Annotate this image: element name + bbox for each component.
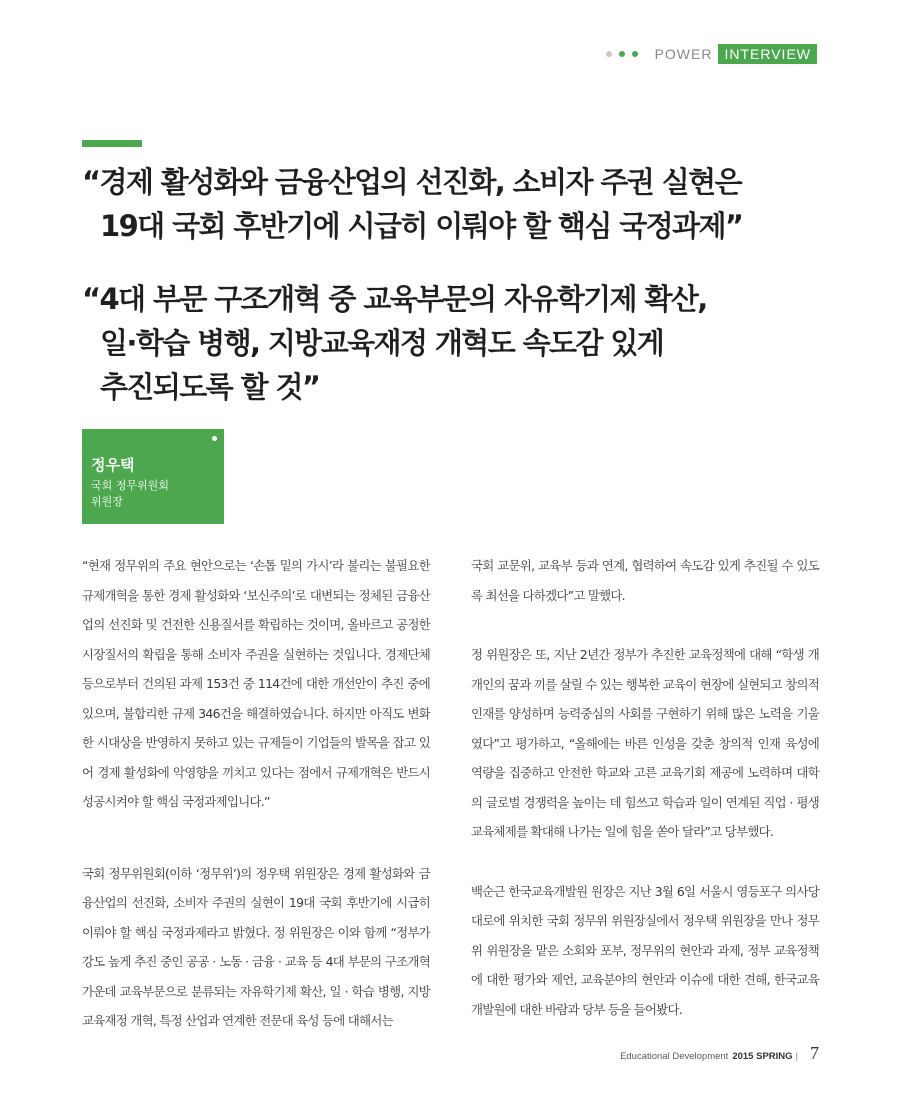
section-tag: INTERVIEW	[718, 44, 817, 64]
interviewee-title-1: 국회 정무위원회	[91, 479, 169, 492]
body-column-left	[82, 551, 430, 1066]
section-label: POWER	[654, 46, 713, 62]
body-paragraph: 백순근 한국교육개발원 원장은 지난 3월 6일 서울시 영등포구 의사당대로에 위치한 국회 정무위 위원장실에서 정우택 위원장을 만나 정무위 위원장을 맡은 소회와 포부, 정무위의 현안과 과제, 정부 교육정책에 대한 평가와 제언, 교육분야의 현안과 이슈에 대한 견해, 한국교육개발원에 대한 바람과 당부 등을 들어봤다.	[471, 883, 819, 1017]
section-header	[606, 44, 817, 64]
body-paragraph: 정 위원장은 또, 지난 2년간 정부가 추진한 교육정책에 대해 “학생 개개인의 꿈과 끼를 살릴 수 있는 행복한 교육이 현장에 실현되고 창의적 인재를 양성하며 능력중심의 사회를 구현하기 위해 많은 노력을 기울였다”고 평가하고, “올해에는 바른 인성을 갖춘 창의적 인재 육성에 역량을 집중하고 안전한 학교와 고른 교육기회 제공에 노력하며 대학의 글로벌 경쟁력을 높이는 데 힘쓰고 학습과 일이 연계된 직업 · 평생교육체제를 확대해 나가는 일에 힘을 쏟아 달라”고 당부했다.	[471, 647, 819, 839]
headline-quote-1	[82, 160, 822, 248]
header-dot-green-2	[632, 51, 638, 57]
title-accent-bar	[82, 140, 142, 147]
header-dot-green-1	[619, 51, 625, 57]
body-paragraph: “현재 정무위의 주요 현안으로는 ‘손톱 밑의 가시’라 불리는 불필요한 규제개혁을 통한 경제 활성화와 ‘보신주의’로 대변되는 정체된 금융산업의 선진화 및 건전한 신용질서를 확립하는 것이며, 올바르고 공정한 시장질서의 확립을 통해 소비자 주권을 실현하는 것입니다. 경제단체 등으로부터 건의된 과제 153건 중 114건에 대한 개선안이 추진 중에 있으며, 불합리한 규제 346건을 해결하였습니다. 하지만 아직도 변화한 시대상을 반영하지 못하고 있는 규제들이 기업들의 발목을 잡고 있어 경제 활성화에 악영향을 끼치고 있다는 점에서 규제개혁은 반드시 성공시켜야 할 핵심 국정과제입니다.”	[82, 558, 430, 809]
header-dots	[606, 51, 645, 57]
interviewee-name: 정우택	[91, 456, 135, 474]
headline-1-line-1: “경제 활성화와 금융산업의 선진화, 소비자 주권 실현은	[82, 165, 741, 199]
body-paragraph: 국회 정무위원회(이하 ‘정무위’)의 정우택 위원장은 경제 활성화와 금융산업의 선진화, 소비자 주권의 실현이 19대 국회 후반기에 시급히 이뤄야 할 핵심 국정과제라고 밝혔다. 정 위원장은 이와 함께 “정부가 강도 높게 추진 중인 공공 · 노동 · 금융 · 교육 등 4대 부문의 구조개혁 가운데 교육부문으로 분류되는 자유학기제 확산, 일 · 학습 병행, 지방교육재정 개혁, 특정 산업과 연계한 전문대 육성 등에 대해서는	[82, 865, 430, 1028]
header-dot-gray	[606, 51, 612, 57]
headline-2-line-2: 일·학습 병행, 지방교육재정 개혁도 속도감 있게	[100, 326, 664, 360]
journal-name: Educational Development	[620, 1051, 729, 1062]
profile-dot	[212, 436, 217, 441]
page-footer	[620, 1043, 819, 1064]
footer-separator: |	[795, 1051, 798, 1062]
headline-1-line-2: 19대 국회 후반기에 시급히 이뤄야 할 핵심 국정과제”	[100, 209, 743, 243]
headline-quote-2	[82, 277, 822, 409]
journal-season: 2015 SPRING	[732, 1051, 793, 1062]
page-number: 7	[810, 1043, 819, 1063]
interviewee-title-2: 위원장	[91, 495, 123, 508]
headline-2-line-1: “4대 부문 구조개혁 중 교육부문의 자유학기제 확산,	[82, 282, 707, 316]
headline-2-line-3: 추진되도록 할 것”	[100, 370, 320, 404]
body-column-right	[471, 551, 819, 1054]
body-paragraph: 국회 교문위, 교육부 등과 연계, 협력하여 속도감 있게 추진될 수 있도록 최선을 다하겠다”고 말했다.	[471, 558, 819, 603]
interviewee-profile-box	[82, 429, 224, 524]
